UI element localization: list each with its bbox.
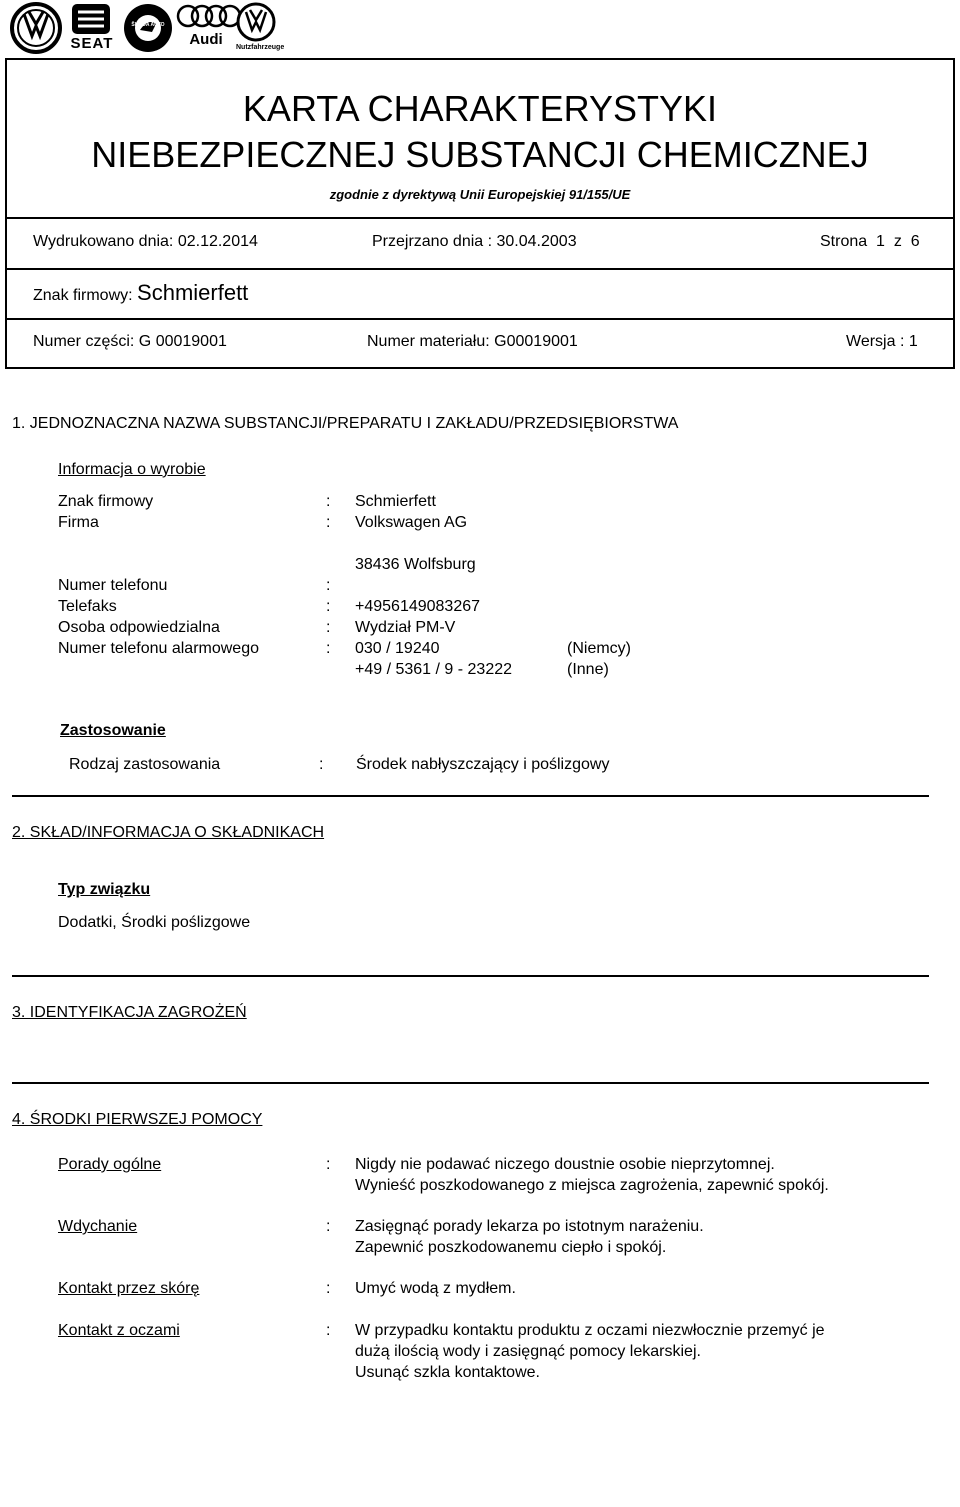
skoda-logo bbox=[122, 2, 174, 54]
header-divider bbox=[5, 268, 955, 270]
reviewed-date: Przejrzano dnia : 30.04.2003 bbox=[372, 233, 577, 250]
first-aid-text: W przypadku kontaktu produktu z oczami niezwłocznie przemyć je bbox=[355, 1322, 825, 1339]
address-value: 38436 Wolfsburg bbox=[355, 556, 476, 573]
usage-label: Rodzaj zastosowania bbox=[69, 756, 221, 773]
row-value: Volkswagen AG bbox=[355, 514, 468, 531]
first-aid-colon: : bbox=[326, 1280, 331, 1297]
material-number: Numer materiału: G00019001 bbox=[367, 333, 578, 350]
row-value: +4956149083267 bbox=[355, 598, 481, 615]
page-number: 1 bbox=[876, 233, 885, 250]
row-colon: : bbox=[326, 493, 331, 510]
usage-colon: : bbox=[319, 756, 324, 773]
row-colon: : bbox=[326, 577, 331, 594]
section4-heading: 4. ŚRODKI PIERWSZEJ POMOCY bbox=[12, 1111, 263, 1128]
row-colon: : bbox=[326, 514, 331, 531]
row-colon: : bbox=[326, 598, 331, 615]
alarm-note-2: (Inne) bbox=[567, 661, 609, 678]
page-label: Strona bbox=[820, 233, 868, 250]
first-aid-label: Kontakt przez skórę bbox=[58, 1280, 200, 1297]
first-aid-colon: : bbox=[326, 1322, 331, 1339]
row-colon: : bbox=[326, 619, 331, 636]
first-aid-text: Umyć wodą z mydłem. bbox=[355, 1280, 516, 1297]
part-number: Numer części: G 00019001 bbox=[33, 333, 227, 350]
section-separator bbox=[12, 1082, 929, 1084]
seat-logo bbox=[64, 2, 120, 54]
compound-type-value: Dodatki, Środki poślizgowe bbox=[58, 914, 251, 931]
row-label: Numer telefonu alarmowego bbox=[58, 640, 259, 657]
first-aid-text: dużą ilością wody i zasięgnąć pomocy lekarskiej. bbox=[355, 1343, 701, 1360]
row-label: Firma bbox=[58, 514, 99, 531]
document-subtitle: zgodnie z dyrektywą Unii Europejskiej 91/155/UE bbox=[329, 187, 631, 202]
first-aid-label: Porady ogólne bbox=[58, 1156, 162, 1173]
skoda-logo-text: ŠKODA AUTO bbox=[131, 22, 165, 28]
brand-line bbox=[33, 280, 248, 306]
alarm-note: (Niemcy) bbox=[567, 640, 631, 657]
compound-type-heading: Typ związku bbox=[58, 881, 151, 898]
row-label: Osoba odpowiedzialna bbox=[58, 619, 220, 636]
header-divider bbox=[5, 318, 955, 320]
usage-value: Środek nabłyszczający i poślizgowy bbox=[356, 756, 610, 773]
page-total: 6 bbox=[910, 233, 920, 250]
audi-logo bbox=[176, 2, 244, 54]
section-separator bbox=[12, 975, 929, 977]
row-label: Znak firmowy bbox=[58, 493, 154, 510]
first-aid-colon: : bbox=[326, 1156, 331, 1173]
printed-date: Wydrukowano dnia: 02.12.2014 bbox=[33, 233, 258, 250]
usage-heading: Zastosowanie bbox=[60, 722, 166, 739]
section1-heading: 1. JEDNOZNACZNA NAZWA SUBSTANCJI/PREPARATU I ZAKŁADU/PRZEDSIĘBIORSTWA bbox=[12, 415, 679, 432]
section2-heading: 2. SKŁAD/INFORMACJA O SKŁADNIKACH bbox=[12, 824, 325, 841]
vw-commercial-logo-text: Nutzfahrzeuge bbox=[236, 44, 285, 51]
brand-label: Znak firmowy: bbox=[33, 287, 133, 304]
vw-logo bbox=[10, 2, 62, 54]
row-label: Telefaks bbox=[58, 598, 117, 615]
first-aid-text: Zapewnić poszkodowanemu ciepło i spokój. bbox=[355, 1239, 667, 1256]
first-aid-text: Nigdy nie podawać niczego doustnie osobie nieprzytomnej. bbox=[355, 1156, 775, 1173]
first-aid-label: Wdychanie bbox=[58, 1218, 138, 1235]
seat-logo-text: SEAT bbox=[70, 35, 114, 52]
row-value: 030 / 19240 bbox=[355, 640, 440, 657]
section3-heading: 3. IDENTYFIKACJA ZAGROŻEŃ bbox=[12, 1004, 247, 1021]
row-label: Numer telefonu bbox=[58, 577, 168, 594]
vw-commercial-logo bbox=[236, 2, 288, 54]
page-indicator bbox=[820, 232, 920, 252]
audi-logo-text: Audi bbox=[189, 31, 223, 48]
first-aid-text: Wynieść poszkodowanego z miejsca zagrożenia, zapewnić spokój. bbox=[355, 1177, 829, 1194]
row-colon: : bbox=[326, 640, 331, 657]
alarm-number-2: +49 / 5361 / 9 - 23222 bbox=[355, 661, 513, 678]
first-aid-text: Zasięgnąć porady lekarza po istotnym narażeniu. bbox=[355, 1218, 704, 1235]
brand-value: Schmierfett bbox=[137, 280, 249, 305]
row-value: Schmierfett bbox=[355, 493, 436, 510]
document-title-line2: NIEBEZPIECZNEJ SUBSTANCJI CHEMICZNEJ bbox=[91, 134, 869, 175]
header-divider bbox=[5, 217, 955, 219]
page-of: z bbox=[893, 233, 902, 250]
first-aid-text: Usunąć szkla kontaktowe. bbox=[355, 1364, 540, 1381]
product-info-heading: Informacja o wyrobie bbox=[58, 461, 206, 478]
row-value: Wydział PM-V bbox=[355, 619, 456, 636]
document-title: KARTA CHARAKTERYSTYKI bbox=[242, 88, 718, 129]
version: Wersja : 1 bbox=[846, 333, 918, 350]
first-aid-label: Kontakt z oczami bbox=[58, 1322, 180, 1339]
first-aid-colon: : bbox=[326, 1218, 331, 1235]
section-separator bbox=[12, 795, 929, 797]
